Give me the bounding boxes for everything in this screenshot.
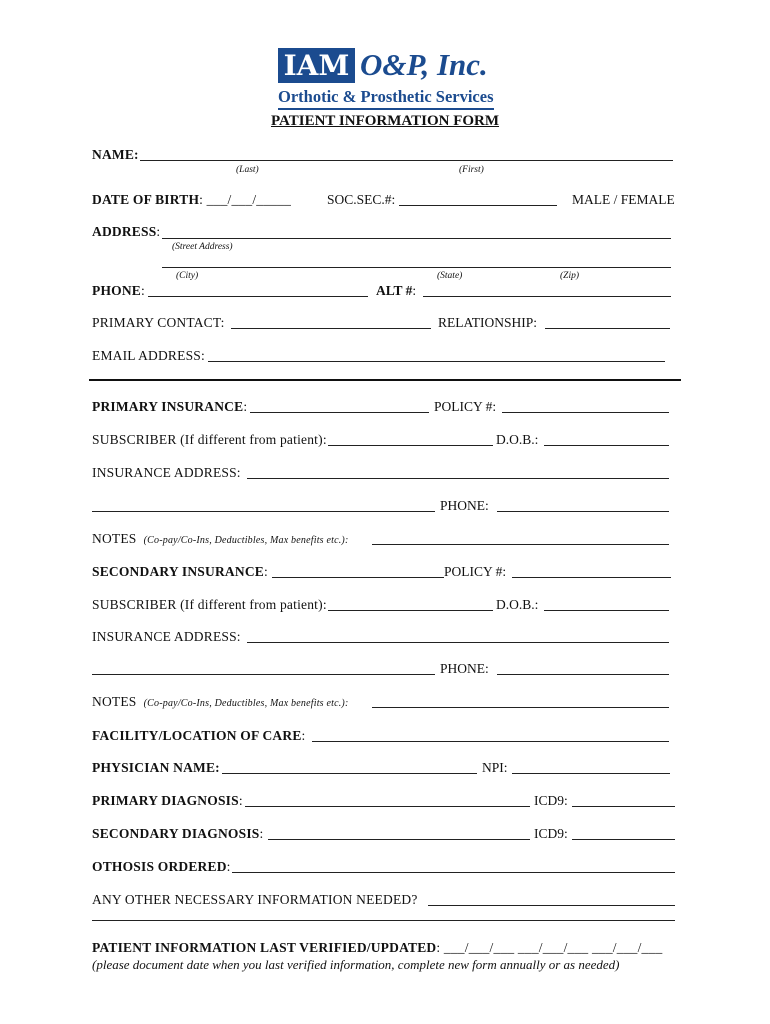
logo-name: O&P, Inc.: [360, 47, 488, 82]
secondary-icd9-field[interactable]: [572, 839, 675, 840]
policy-label: POLICY #:: [434, 399, 497, 414]
facility-field[interactable]: [312, 741, 669, 742]
secondary-phone-field[interactable]: [497, 674, 669, 675]
street-caption: (Street Address): [172, 242, 233, 252]
phone-label: PHONE: [92, 283, 142, 298]
npi-label: NPI:: [482, 760, 508, 775]
name-row: [92, 145, 139, 165]
primary-icd9-field[interactable]: [572, 806, 675, 807]
state-caption: (State): [437, 271, 463, 281]
logo-subtitle: Orthotic & Prosthetic Services: [278, 88, 494, 110]
primary-insurance-label: PRIMARY INSURANCE: [92, 399, 244, 414]
city-caption: (City): [176, 271, 199, 281]
primary-diagnosis-label: PRIMARY DIAGNOSIS: [92, 793, 239, 808]
facility-label: FACILITY/LOCATION OF CARE: [92, 728, 302, 743]
secondary-insurance-label: SECONDARY INSURANCE: [92, 564, 264, 579]
name-label: NAME:: [92, 147, 139, 162]
sex-field[interactable]: MALE / FEMALE: [572, 192, 675, 207]
notes-hint: (Co-pay/Co-Ins, Deductibles, Max benefits etc.):: [143, 535, 349, 546]
primary-insurance-field[interactable]: [250, 412, 429, 413]
secondary-policy-field[interactable]: [512, 577, 671, 578]
insurance-address-line2[interactable]: [92, 511, 435, 512]
primary-diagnosis-row: PRIMARY DIAGNOSIS:: [92, 793, 243, 808]
logo-box: [278, 48, 355, 83]
insurance-address-label: INSURANCE ADDRESS:: [92, 465, 241, 480]
email-field[interactable]: [208, 361, 665, 362]
secondary-policy-label: POLICY #:: [444, 564, 507, 579]
dob-field[interactable]: : ___/___/_____: [199, 192, 292, 207]
secondary-icd9-label: ICD9:: [534, 826, 568, 841]
physician-label: PHYSICIAN NAME:: [92, 760, 220, 775]
subscriber-dob-field[interactable]: [544, 445, 669, 446]
physician-field[interactable]: [222, 773, 477, 774]
othosis-row: OTHOSIS ORDERED:: [92, 859, 231, 874]
primary-insurance-row: PRIMARY INSURANCE:: [92, 399, 248, 414]
alt-field[interactable]: [423, 296, 671, 297]
primary-diagnosis-field[interactable]: [245, 806, 530, 807]
street-field[interactable]: [162, 238, 671, 239]
subscriber-field[interactable]: [328, 445, 493, 446]
secondary-insurance-field[interactable]: [272, 577, 444, 578]
alt-row: ALT #:: [376, 283, 417, 298]
secondary-phone-label: PHONE:: [440, 661, 489, 676]
insurance-phone-field[interactable]: [497, 511, 669, 512]
form-title: PATIENT INFORMATION FORM: [270, 113, 500, 129]
name-last-caption: (Last): [236, 165, 259, 175]
othosis-label: OTHOSIS ORDERED: [92, 859, 227, 874]
other-info-field-line2[interactable]: [92, 920, 675, 921]
address-row: ADDRESS:: [92, 224, 161, 239]
othosis-field[interactable]: [232, 872, 675, 873]
secondary-insurance-row: SECONDARY INSURANCE:: [92, 564, 268, 579]
city-state-zip-field[interactable]: [162, 267, 671, 268]
npi-field[interactable]: [512, 773, 670, 774]
phone-row: PHONE:: [92, 283, 145, 298]
subscriber-dob-label: D.O.B.:: [496, 432, 539, 447]
insurance-phone-label: PHONE:: [440, 498, 489, 513]
primary-icd9-label: ICD9:: [534, 793, 568, 808]
primary-contact-label: PRIMARY CONTACT:: [92, 315, 225, 330]
name-first-caption: (First): [459, 165, 484, 175]
secondary-diagnosis-field[interactable]: [268, 839, 530, 840]
phone-field[interactable]: [148, 296, 368, 297]
dob-row: [92, 190, 291, 210]
secondary-insurance-address-label: INSURANCE ADDRESS:: [92, 629, 241, 644]
secondary-subscriber-dob-field[interactable]: [544, 610, 669, 611]
alt-label: ALT #: [376, 283, 413, 298]
secondary-subscriber-dob-label: D.O.B.:: [496, 597, 539, 612]
notes-field[interactable]: [372, 544, 669, 545]
subscriber-label: SUBSCRIBER (If different from patient):: [92, 432, 327, 447]
notes-label: NOTES: [92, 531, 137, 546]
secondary-notes-field[interactable]: [372, 707, 669, 708]
secondary-diagnosis-label: SECONDARY DIAGNOSIS: [92, 826, 260, 841]
verified-label: PATIENT INFORMATION LAST VERIFIED/UPDATED: [92, 940, 437, 955]
insurance-address-field[interactable]: [247, 478, 669, 479]
secondary-notes-label: NOTES: [92, 694, 137, 709]
primary-contact-field[interactable]: [231, 328, 431, 329]
secondary-subscriber-field[interactable]: [328, 610, 493, 611]
verified-footnote: (please document date when you last verified information, complete new form annually or as needed): [92, 957, 620, 972]
facility-row: FACILITY/LOCATION OF CARE:: [92, 728, 306, 743]
name-field[interactable]: [140, 160, 673, 161]
notes-row: [92, 529, 348, 549]
physician-row: [92, 758, 220, 778]
verified-row: [92, 938, 662, 958]
secondary-subscriber-label: SUBSCRIBER (If different from patient):: [92, 597, 327, 612]
relationship-field[interactable]: [545, 328, 670, 329]
logo-box-text: IAM: [283, 49, 350, 82]
email-label: EMAIL ADDRESS:: [92, 348, 205, 363]
secondary-insurance-address-line2[interactable]: [92, 674, 435, 675]
zip-caption: (Zip): [560, 271, 579, 281]
ssn-label: SOC.SEC.#:: [327, 192, 396, 207]
other-info-label: ANY OTHER NECESSARY INFORMATION NEEDED?: [92, 892, 418, 907]
policy-field[interactable]: [502, 412, 669, 413]
dob-label: DATE OF BIRTH: [92, 192, 200, 207]
secondary-diagnosis-row: SECONDARY DIAGNOSIS:: [92, 826, 264, 841]
verified-dates-field[interactable]: : ___/___/___ ___/___/___ ___/___/___: [436, 940, 663, 955]
secondary-notes-hint: (Co-pay/Co-Ins, Deductibles, Max benefits etc.):: [143, 698, 349, 709]
section-divider: [89, 379, 681, 381]
address-label: ADDRESS: [92, 224, 157, 239]
ssn-field[interactable]: [399, 205, 557, 206]
relationship-label: RELATIONSHIP:: [438, 315, 538, 330]
secondary-insurance-address-field[interactable]: [247, 642, 669, 643]
other-info-field[interactable]: [428, 905, 675, 906]
secondary-notes-row: [92, 692, 348, 712]
company-logo: [278, 48, 498, 112]
